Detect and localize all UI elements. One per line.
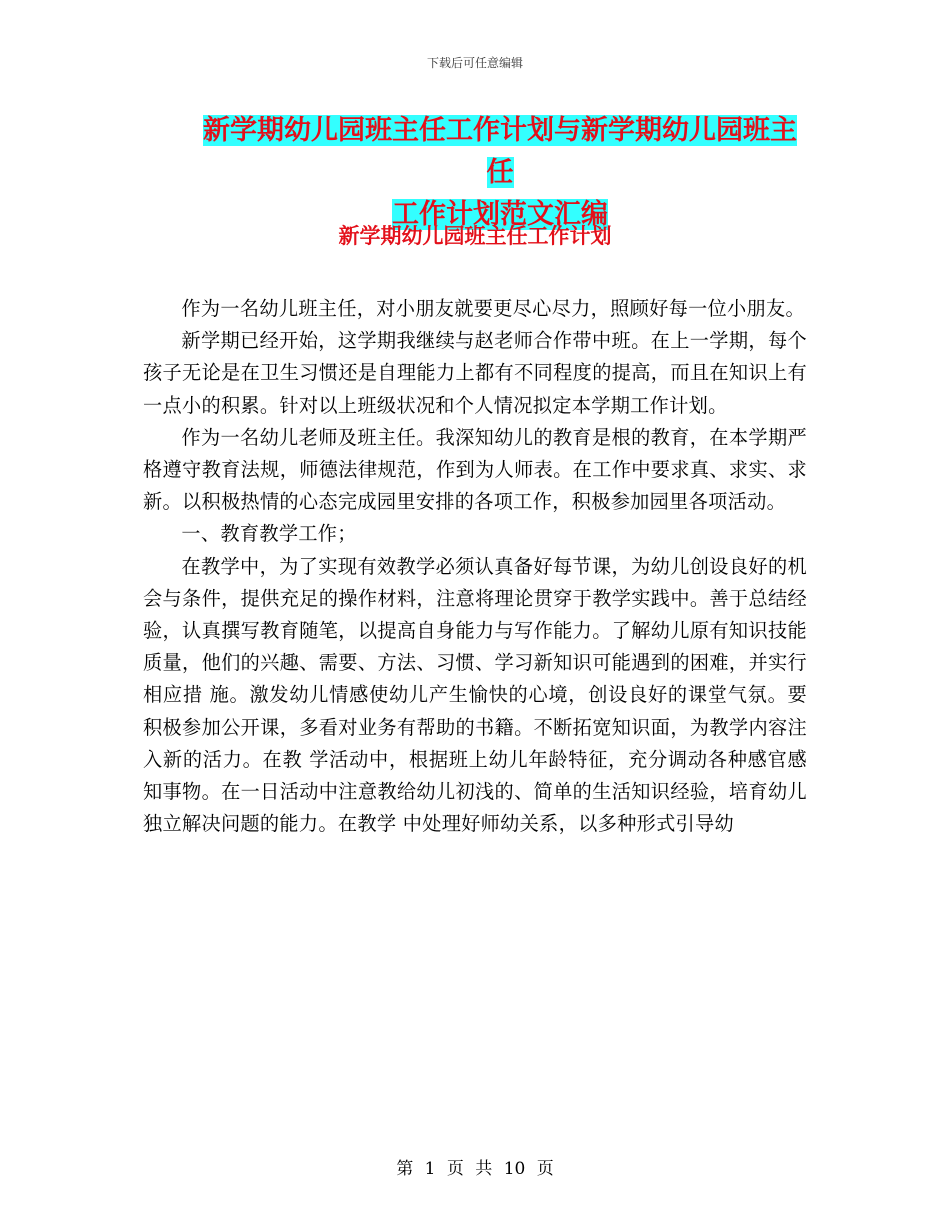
body-paragraph: 在教学中，为了实现有效教学必须认真备好每节课，为幼儿创设良好的机会与条件，提供充足的操作材料，注意将理论贯穿于教学实践中。善于总结经 验，认真撰写教育随笔，以提高自身能力与写作能力。了解幼儿原有知识技能质量，他们的兴趣、需要、方法、习惯、学习新知识可能遇到的困难，并实行相应措 施。激发幼儿情感使幼儿产生愉快的心境，创设良好的课堂气氛。要积极参加公开课，多看对业务有帮助的书籍。不断拓宽知识面，为教学内容注入新的活力。在教 学活动中，根据班上幼儿年龄特征，充分调动各种感官感知事物。在一日活动中注意教给幼儿初浅的、简单的生活知识经验，培育幼儿独立解决问题的能力。在教学 中处理好师幼关系，以多种形式引导幼 — [143, 554, 807, 836]
body-paragraph: 作为一名幼儿老师及班主任。我深知幼儿的教育是根的教育，在本学期严格遵守教育法规，师德法律规范，作到为人师表。在工作中要求真、求实、求新。以积极热情的心态完成园里安排的各项工作，积极参加园里各项活动。 — [143, 425, 807, 514]
document-title-line-1: 新学期幼儿园班主任工作计划与新学期幼儿园班主任 — [203, 115, 797, 188]
header-note: 下载后可任意编辑 — [426, 56, 523, 70]
subsection-heading: 一、教育教学工作； — [181, 522, 357, 546]
body-paragraph: 新学期已经开始，这学期我继续与赵老师合作带中班。在上一学期，每个孩子无论是在卫生习惯还是自理能力上都有不同程度的提高，而且在知识上有一点小的积累。针对以上班级状况和个人情况拟定本学期工作计划。 — [143, 329, 807, 417]
section-title: 新学期幼儿园班主任工作计划 — [338, 224, 612, 248]
body-paragraph: 作为一名幼儿班主任，对小朋友就要更尽心尽力，照顾好每一位小朋友。 — [181, 297, 805, 320]
document-title-line-2: 工作计划范文汇编 — [392, 199, 608, 230]
document-body — [143, 293, 807, 840]
document-title — [190, 110, 810, 236]
page-number: 第 1 页 共 10 页 — [396, 1159, 554, 1179]
